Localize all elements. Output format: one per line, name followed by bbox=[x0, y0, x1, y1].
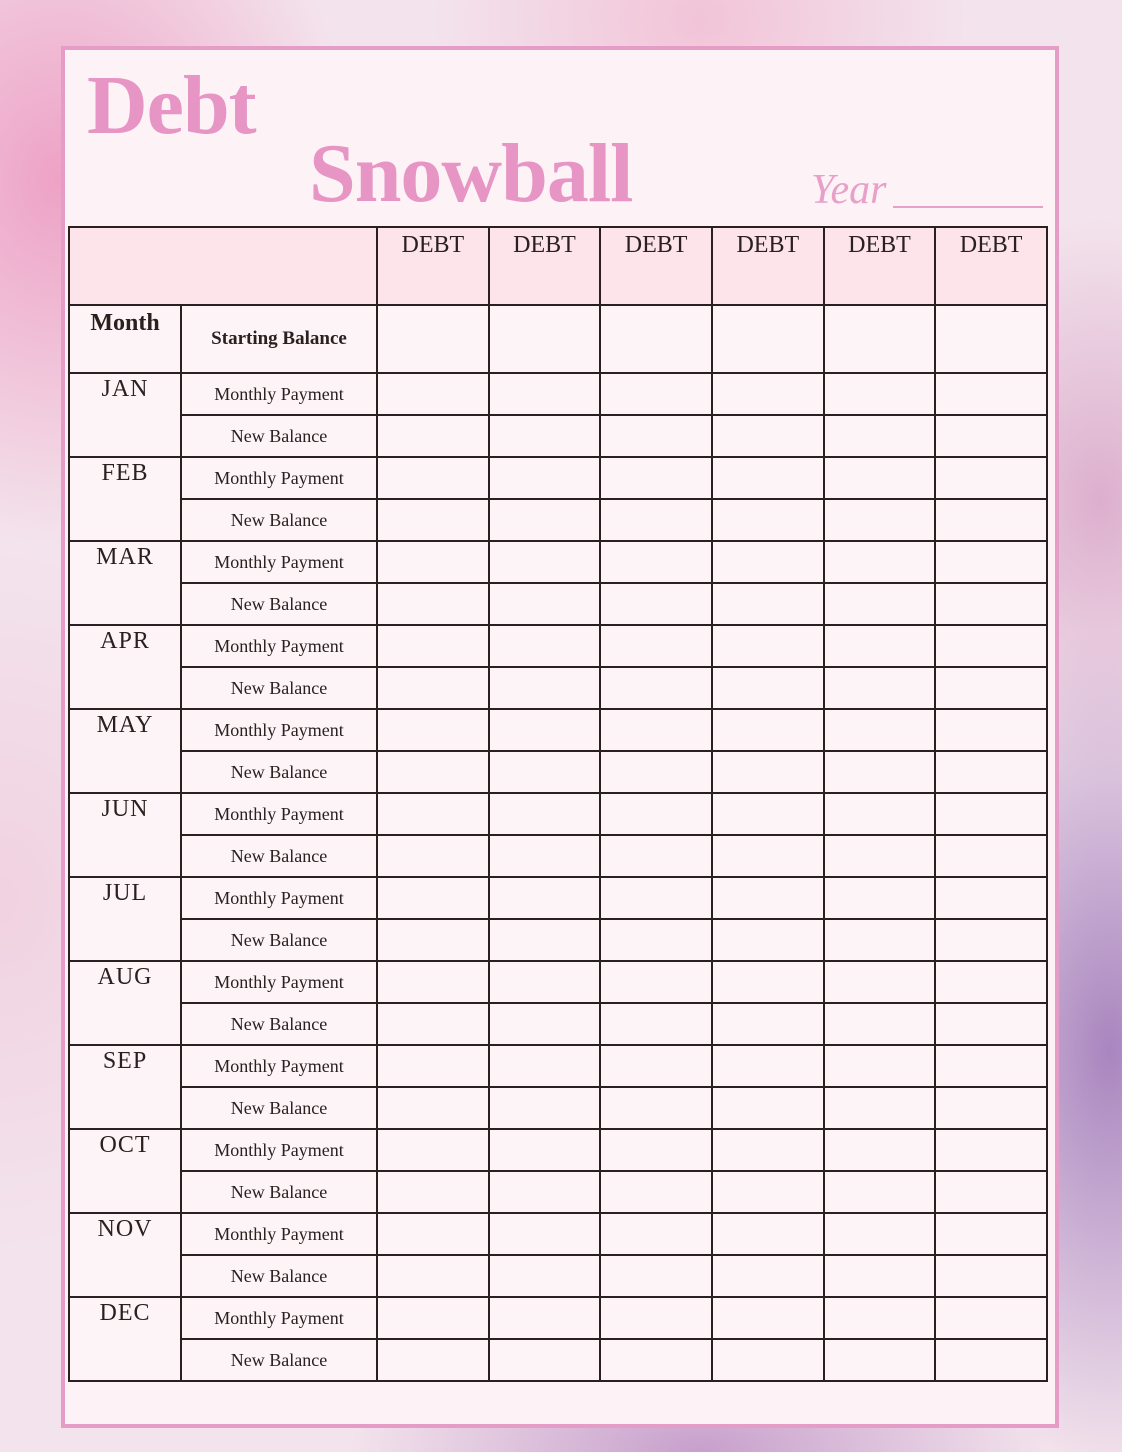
monthly-payment-cell[interactable] bbox=[600, 625, 712, 667]
new-balance-cell[interactable] bbox=[935, 1171, 1047, 1213]
monthly-payment-cell[interactable] bbox=[712, 1045, 824, 1087]
monthly-payment-label: Monthly Payment bbox=[181, 961, 377, 1003]
debt-header: DEBT bbox=[935, 227, 1047, 305]
debt-header: DEBT bbox=[489, 227, 601, 305]
monthly-payment-cell[interactable] bbox=[489, 1045, 601, 1087]
monthly-payment-cell[interactable] bbox=[935, 457, 1047, 499]
monthly-payment-label: Monthly Payment bbox=[181, 709, 377, 751]
month-label: JUN bbox=[69, 793, 181, 877]
new-balance-label: New Balance bbox=[181, 583, 377, 625]
new-balance-cell[interactable] bbox=[600, 1087, 712, 1129]
monthly-payment-cell[interactable] bbox=[377, 457, 489, 499]
new-balance-label: New Balance bbox=[181, 1171, 377, 1213]
monthly-payment-cell[interactable] bbox=[824, 1129, 936, 1171]
new-balance-cell[interactable] bbox=[600, 415, 712, 457]
new-balance-cell[interactable] bbox=[600, 1003, 712, 1045]
new-balance-cell[interactable] bbox=[712, 1171, 824, 1213]
new-balance-cell[interactable] bbox=[377, 415, 489, 457]
monthly-payment-cell[interactable] bbox=[600, 373, 712, 415]
new-balance-cell[interactable] bbox=[377, 1339, 489, 1381]
new-balance-cell[interactable] bbox=[935, 919, 1047, 961]
starting-balance-cell[interactable] bbox=[600, 305, 712, 373]
month-label: APR bbox=[69, 625, 181, 709]
monthly-payment-cell[interactable] bbox=[600, 793, 712, 835]
monthly-payment-cell[interactable] bbox=[824, 373, 936, 415]
new-balance-cell[interactable] bbox=[377, 1171, 489, 1213]
monthly-payment-cell[interactable] bbox=[600, 1297, 712, 1339]
monthly-payment-cell[interactable] bbox=[935, 1045, 1047, 1087]
monthly-payment-cell[interactable] bbox=[600, 961, 712, 1003]
new-balance-cell[interactable] bbox=[935, 415, 1047, 457]
new-balance-cell[interactable] bbox=[489, 1171, 601, 1213]
monthly-payment-cell[interactable] bbox=[712, 457, 824, 499]
new-balance-cell[interactable] bbox=[935, 1003, 1047, 1045]
new-balance-cell[interactable] bbox=[600, 667, 712, 709]
monthly-payment-cell[interactable] bbox=[824, 961, 936, 1003]
monthly-payment-cell[interactable] bbox=[712, 709, 824, 751]
monthly-payment-cell[interactable] bbox=[935, 1129, 1047, 1171]
new-balance-cell[interactable] bbox=[600, 499, 712, 541]
monthly-payment-cell[interactable] bbox=[712, 373, 824, 415]
new-balance-cell[interactable] bbox=[600, 835, 712, 877]
monthly-payment-cell[interactable] bbox=[824, 541, 936, 583]
new-balance-cell[interactable] bbox=[377, 835, 489, 877]
monthly-payment-cell[interactable] bbox=[600, 541, 712, 583]
new-balance-cell[interactable] bbox=[712, 919, 824, 961]
monthly-payment-cell[interactable] bbox=[600, 1129, 712, 1171]
new-balance-cell[interactable] bbox=[935, 751, 1047, 793]
monthly-payment-cell[interactable] bbox=[489, 709, 601, 751]
new-balance-cell[interactable] bbox=[377, 1003, 489, 1045]
monthly-payment-cell[interactable] bbox=[712, 541, 824, 583]
new-balance-cell[interactable] bbox=[712, 415, 824, 457]
debt-snowball-table bbox=[68, 226, 1048, 1382]
new-balance-cell[interactable] bbox=[600, 751, 712, 793]
new-balance-cell[interactable] bbox=[824, 1255, 936, 1297]
new-balance-cell[interactable] bbox=[712, 667, 824, 709]
monthly-payment-cell[interactable] bbox=[935, 793, 1047, 835]
new-balance-cell[interactable] bbox=[489, 1339, 601, 1381]
debt-header: DEBT bbox=[824, 227, 936, 305]
monthly-payment-label: Monthly Payment bbox=[181, 1129, 377, 1171]
new-balance-label: New Balance bbox=[181, 919, 377, 961]
new-balance-cell[interactable] bbox=[712, 751, 824, 793]
new-balance-cell[interactable] bbox=[824, 1339, 936, 1381]
starting-balance-label: Starting Balance bbox=[181, 305, 377, 373]
monthly-payment-cell[interactable] bbox=[377, 709, 489, 751]
monthly-payment-cell[interactable] bbox=[489, 877, 601, 919]
monthly-payment-cell[interactable] bbox=[824, 1045, 936, 1087]
new-balance-cell[interactable] bbox=[377, 667, 489, 709]
starting-balance-cell[interactable] bbox=[935, 305, 1047, 373]
starting-balance-cell[interactable] bbox=[824, 305, 936, 373]
monthly-payment-cell[interactable] bbox=[824, 625, 936, 667]
new-balance-cell[interactable] bbox=[712, 499, 824, 541]
starting-balance-cell[interactable] bbox=[377, 305, 489, 373]
new-balance-cell[interactable] bbox=[712, 1255, 824, 1297]
year-field bbox=[811, 166, 1043, 214]
monthly-payment-label: Monthly Payment bbox=[181, 1213, 377, 1255]
new-balance-cell[interactable] bbox=[600, 1171, 712, 1213]
new-balance-cell[interactable] bbox=[600, 583, 712, 625]
monthly-payment-cell[interactable] bbox=[712, 961, 824, 1003]
new-balance-cell[interactable] bbox=[712, 835, 824, 877]
monthly-payment-cell[interactable] bbox=[489, 373, 601, 415]
monthly-payment-cell[interactable] bbox=[600, 457, 712, 499]
month-header: Month bbox=[69, 305, 181, 373]
title-snowball: Snowball bbox=[309, 127, 633, 220]
new-balance-cell[interactable] bbox=[377, 1087, 489, 1129]
monthly-payment-cell[interactable] bbox=[489, 1297, 601, 1339]
new-balance-cell[interactable] bbox=[377, 499, 489, 541]
monthly-payment-cell[interactable] bbox=[712, 1297, 824, 1339]
month-label: AUG bbox=[69, 961, 181, 1045]
debt-header: DEBT bbox=[377, 227, 489, 305]
monthly-payment-cell[interactable] bbox=[935, 1297, 1047, 1339]
new-balance-cell[interactable] bbox=[377, 583, 489, 625]
new-balance-cell[interactable] bbox=[935, 499, 1047, 541]
monthly-payment-cell[interactable] bbox=[377, 541, 489, 583]
monthly-payment-cell[interactable] bbox=[489, 457, 601, 499]
monthly-payment-cell[interactable] bbox=[935, 373, 1047, 415]
monthly-payment-label: Monthly Payment bbox=[181, 373, 377, 415]
month-label: MAR bbox=[69, 541, 181, 625]
month-label: FEB bbox=[69, 457, 181, 541]
monthly-payment-cell[interactable] bbox=[377, 625, 489, 667]
new-balance-cell[interactable] bbox=[489, 583, 601, 625]
title-debt: Debt bbox=[87, 59, 256, 152]
new-balance-cell[interactable] bbox=[377, 1255, 489, 1297]
new-balance-cell[interactable] bbox=[935, 1087, 1047, 1129]
new-balance-cell[interactable] bbox=[489, 1003, 601, 1045]
new-balance-cell[interactable] bbox=[824, 667, 936, 709]
monthly-payment-cell[interactable] bbox=[712, 1129, 824, 1171]
new-balance-cell[interactable] bbox=[489, 835, 601, 877]
monthly-payment-cell[interactable] bbox=[935, 625, 1047, 667]
monthly-payment-cell[interactable] bbox=[377, 1129, 489, 1171]
monthly-payment-cell[interactable] bbox=[824, 877, 936, 919]
new-balance-cell[interactable] bbox=[712, 1003, 824, 1045]
new-balance-cell[interactable] bbox=[824, 835, 936, 877]
monthly-payment-cell[interactable] bbox=[824, 457, 936, 499]
new-balance-cell[interactable] bbox=[935, 1339, 1047, 1381]
new-balance-cell[interactable] bbox=[377, 919, 489, 961]
new-balance-cell[interactable] bbox=[824, 919, 936, 961]
monthly-payment-cell[interactable] bbox=[712, 877, 824, 919]
monthly-payment-cell[interactable] bbox=[824, 709, 936, 751]
new-balance-cell[interactable] bbox=[600, 919, 712, 961]
starting-balance-cell[interactable] bbox=[712, 305, 824, 373]
new-balance-cell[interactable] bbox=[600, 1255, 712, 1297]
monthly-payment-cell[interactable] bbox=[489, 793, 601, 835]
monthly-payment-cell[interactable] bbox=[600, 709, 712, 751]
new-balance-cell[interactable] bbox=[377, 751, 489, 793]
new-balance-label: New Balance bbox=[181, 751, 377, 793]
new-balance-label: New Balance bbox=[181, 1087, 377, 1129]
new-balance-cell[interactable] bbox=[712, 1339, 824, 1381]
monthly-payment-cell[interactable] bbox=[600, 1045, 712, 1087]
new-balance-label: New Balance bbox=[181, 1339, 377, 1381]
new-balance-cell[interactable] bbox=[824, 751, 936, 793]
monthly-payment-label: Monthly Payment bbox=[181, 793, 377, 835]
monthly-payment-cell[interactable] bbox=[377, 877, 489, 919]
monthly-payment-cell[interactable] bbox=[824, 793, 936, 835]
month-label: JUL bbox=[69, 877, 181, 961]
new-balance-cell[interactable] bbox=[489, 1087, 601, 1129]
monthly-payment-cell[interactable] bbox=[935, 1213, 1047, 1255]
new-balance-label: New Balance bbox=[181, 1255, 377, 1297]
month-label: MAY bbox=[69, 709, 181, 793]
planner-card bbox=[61, 46, 1059, 1428]
new-balance-cell[interactable] bbox=[489, 1255, 601, 1297]
new-balance-cell[interactable] bbox=[935, 1255, 1047, 1297]
monthly-payment-cell[interactable] bbox=[489, 541, 601, 583]
new-balance-cell[interactable] bbox=[824, 583, 936, 625]
monthly-payment-label: Monthly Payment bbox=[181, 625, 377, 667]
new-balance-cell[interactable] bbox=[824, 499, 936, 541]
monthly-payment-cell[interactable] bbox=[824, 1213, 936, 1255]
debt-header: DEBT bbox=[600, 227, 712, 305]
month-label: JAN bbox=[69, 373, 181, 457]
month-label: DEC bbox=[69, 1297, 181, 1381]
new-balance-cell[interactable] bbox=[600, 1339, 712, 1381]
new-balance-cell[interactable] bbox=[712, 1087, 824, 1129]
monthly-payment-cell[interactable] bbox=[712, 625, 824, 667]
monthly-payment-cell[interactable] bbox=[377, 1213, 489, 1255]
monthly-payment-cell[interactable] bbox=[935, 877, 1047, 919]
debt-header: DEBT bbox=[712, 227, 824, 305]
monthly-payment-label: Monthly Payment bbox=[181, 1297, 377, 1339]
monthly-payment-cell[interactable] bbox=[489, 961, 601, 1003]
monthly-payment-cell[interactable] bbox=[935, 709, 1047, 751]
monthly-payment-cell[interactable] bbox=[712, 1213, 824, 1255]
new-balance-cell[interactable] bbox=[935, 583, 1047, 625]
monthly-payment-cell[interactable] bbox=[377, 793, 489, 835]
new-balance-cell[interactable] bbox=[824, 415, 936, 457]
monthly-payment-cell[interactable] bbox=[935, 541, 1047, 583]
new-balance-label: New Balance bbox=[181, 1003, 377, 1045]
starting-balance-cell[interactable] bbox=[489, 305, 601, 373]
new-balance-cell[interactable] bbox=[935, 835, 1047, 877]
monthly-payment-cell[interactable] bbox=[377, 961, 489, 1003]
month-label: NOV bbox=[69, 1213, 181, 1297]
monthly-payment-cell[interactable] bbox=[489, 625, 601, 667]
monthly-payment-cell[interactable] bbox=[824, 1297, 936, 1339]
new-balance-label: New Balance bbox=[181, 835, 377, 877]
monthly-payment-cell[interactable] bbox=[712, 793, 824, 835]
new-balance-cell[interactable] bbox=[824, 1171, 936, 1213]
month-label: OCT bbox=[69, 1129, 181, 1213]
monthly-payment-cell[interactable] bbox=[489, 1129, 601, 1171]
new-balance-cell[interactable] bbox=[489, 499, 601, 541]
monthly-payment-cell[interactable] bbox=[600, 1213, 712, 1255]
monthly-payment-cell[interactable] bbox=[600, 877, 712, 919]
new-balance-cell[interactable] bbox=[489, 751, 601, 793]
new-balance-label: New Balance bbox=[181, 415, 377, 457]
new-balance-cell[interactable] bbox=[824, 1003, 936, 1045]
monthly-payment-cell[interactable] bbox=[377, 373, 489, 415]
new-balance-cell[interactable] bbox=[489, 919, 601, 961]
new-balance-cell[interactable] bbox=[489, 667, 601, 709]
new-balance-label: New Balance bbox=[181, 499, 377, 541]
year-input-line[interactable] bbox=[893, 206, 1043, 208]
monthly-payment-cell[interactable] bbox=[489, 1213, 601, 1255]
month-label: SEP bbox=[69, 1045, 181, 1129]
monthly-payment-cell[interactable] bbox=[377, 1297, 489, 1339]
new-balance-cell[interactable] bbox=[489, 415, 601, 457]
monthly-payment-label: Monthly Payment bbox=[181, 541, 377, 583]
new-balance-cell[interactable] bbox=[824, 1087, 936, 1129]
monthly-payment-label: Monthly Payment bbox=[181, 1045, 377, 1087]
monthly-payment-cell[interactable] bbox=[377, 1045, 489, 1087]
new-balance-cell[interactable] bbox=[935, 667, 1047, 709]
year-label: Year bbox=[811, 167, 887, 213]
monthly-payment-label: Monthly Payment bbox=[181, 877, 377, 919]
new-balance-cell[interactable] bbox=[712, 583, 824, 625]
header-blank bbox=[69, 227, 377, 305]
monthly-payment-cell[interactable] bbox=[935, 961, 1047, 1003]
new-balance-label: New Balance bbox=[181, 667, 377, 709]
monthly-payment-label: Monthly Payment bbox=[181, 457, 377, 499]
